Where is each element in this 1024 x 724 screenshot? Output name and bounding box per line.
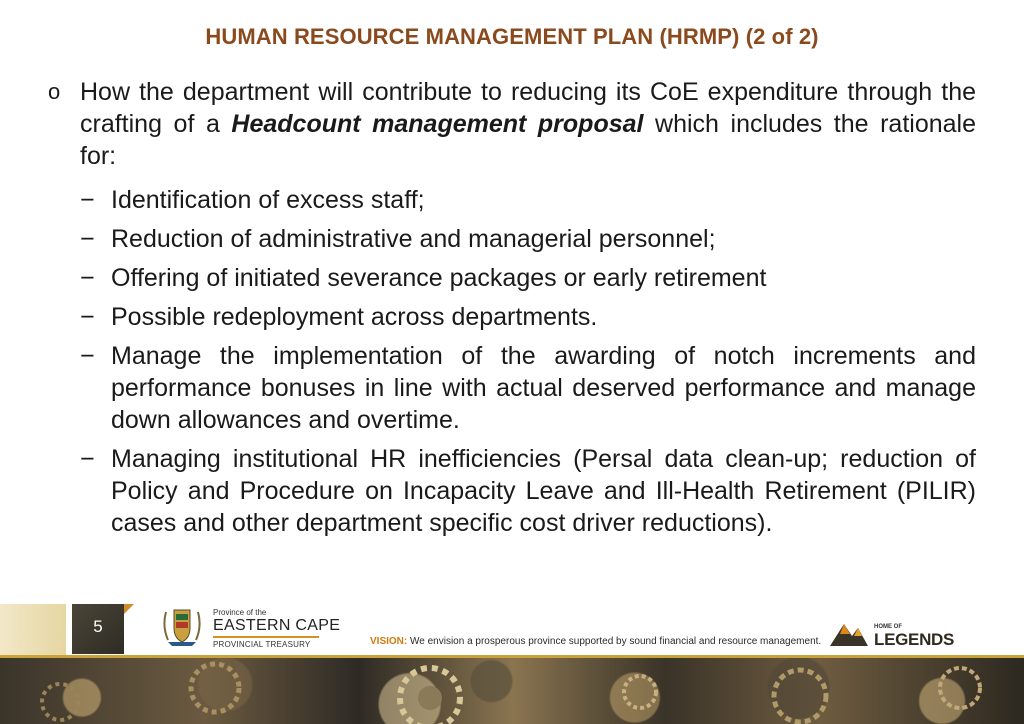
- list-item: [80, 301, 976, 333]
- dash-bullet-icon: −: [80, 342, 95, 370]
- dash-bullet-icon: −: [80, 225, 95, 253]
- coat-of-arms-icon: [158, 606, 206, 648]
- mountain-logo-icon: [828, 618, 868, 648]
- list-item: [80, 223, 976, 255]
- list-item-text: Possible redeployment across departments.: [111, 303, 598, 331]
- slide-title: HUMAN RESOURCE MANAGEMENT PLAN (HRMP) (2 of 2): [205, 24, 819, 49]
- vision-label: VISION:: [370, 636, 408, 647]
- logo-divider: [213, 636, 319, 638]
- list-item-text: Reduction of administrative and managerial personnel;: [111, 225, 716, 253]
- list-item: [80, 340, 976, 436]
- dash-bullet-icon: −: [80, 445, 95, 473]
- eastern-cape-logo: [213, 609, 340, 649]
- rationale-list: [80, 184, 976, 546]
- intro-text-after: which includes the rationale for:: [80, 110, 976, 170]
- logo-small-text: Province of the: [213, 608, 267, 617]
- vision-text: We envision a prosperous province supported by sound financial and resource management.: [407, 636, 822, 647]
- intro-text-before: How the department will contribute to reducing its CoE expenditure through the crafting of a: [80, 78, 976, 138]
- dash-bullet-icon: −: [80, 303, 95, 331]
- gears-banner-image: [0, 658, 1024, 724]
- legends-small-text: HOME OF: [874, 624, 902, 630]
- intro-text: [80, 76, 976, 172]
- dash-bullet-icon: −: [80, 264, 95, 292]
- list-item-text: Identification of excess staff;: [111, 186, 425, 214]
- footer-left-strip: [0, 604, 66, 656]
- legends-main-text: LEGENDS: [874, 630, 955, 649]
- list-item: [80, 184, 976, 216]
- vision-statement: [370, 636, 821, 647]
- logo-sub-text: PROVINCIAL TREASURY: [213, 640, 311, 649]
- home-of-legends-logo: [828, 618, 958, 652]
- intro-emphasis: Headcount management proposal: [231, 110, 644, 138]
- list-item-text: Managing institutional HR inefficiencies (Persal data clean-up; reduction of Policy and Procedure on Incapacity Leave and Ill-Health Retirement (PILIR) cases and other department specific cost driver reductions).: [111, 445, 976, 537]
- list-item-text: Manage the implementation of the awarding of notch increments and performance bonuses in line with actual deserved performance and manage down allowances and overtime.: [111, 342, 976, 434]
- hollow-bullet-icon: o: [48, 79, 61, 104]
- dash-bullet-icon: −: [80, 186, 95, 214]
- logo-main-text: EASTERN CAPE: [213, 617, 341, 634]
- gears-icon: [0, 658, 1024, 724]
- list-item: [80, 262, 976, 294]
- list-item: [80, 443, 976, 539]
- page-number: 5: [72, 604, 124, 654]
- intro-bullet: [48, 76, 976, 172]
- list-item-text: Offering of initiated severance packages or early retirement: [111, 264, 767, 292]
